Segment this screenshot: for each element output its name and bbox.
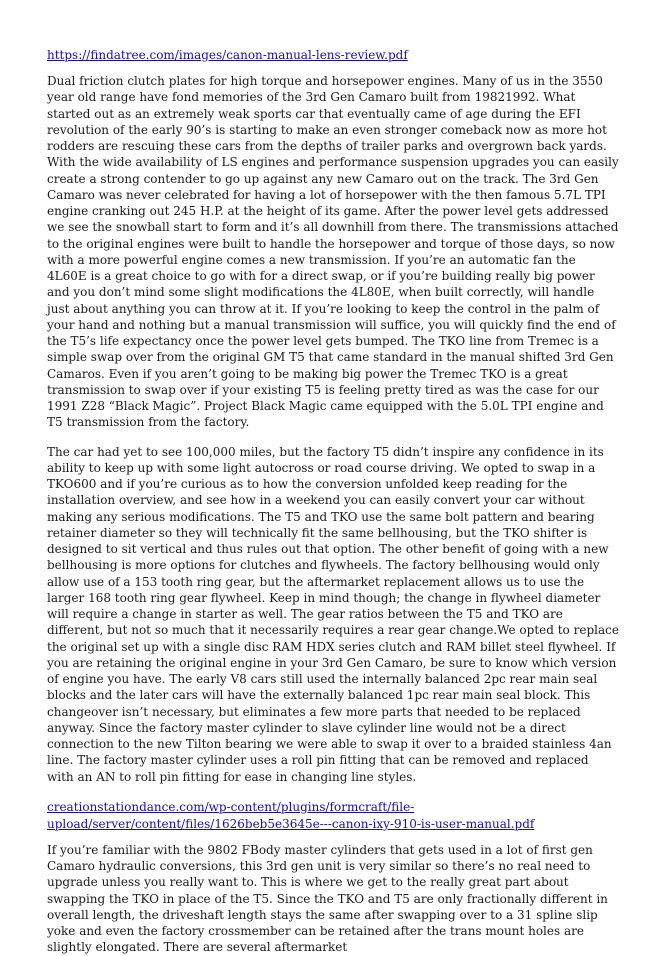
paragraph-camaro-intro: Dual friction clutch plates for high torque and horsepower engines. Many of us in the 3550 year old range have fond memories of the 3rd Gen Camaro built from 19821992. What started out as an extremely weak sports car that eventually came of age during the EFI revolution of the early 90’s is starting to make an even stronger comeback now as more hot rodders are rescuing these cars from the depths of trailer parks and overgrown back yards. With the wide availability of LS engines and performance suspension upgrades you can easily create a strong contender to go up against any new Camaro out on the track. The 3rd Gen Camaro was never celebrated for having a lot of horsepower with the then famous 5.7L TPI engine cranking out 245 H.P. at the height of its game. After the power level gets addressed we see the snowball start to form and it’s all downhill from there. The transmissions attached to the original engines were built to handle the horsepower and torque of those days, so now with a more powerful engine comes a new transmission. If you’re an automatic fan the 4L60E is a great choice to go with for a direct swap, or if you’re building really big power and you don’t mind some slight modifications the 4L80E, when built correctly, will handle just about anything you can throw at it. If you’re looking to keep the control in the palm of your hand and nothing but a manual transmission will suffice, you will quickly find the end of the T5’s life expectancy once the power level gets bumped. The TKO line from Tremec is a simple swap over from the original GM T5 that came standard in the manual shifted 3rd Gen Camaros. Even if you aren’t going to be making big power the Tremec TKO is a great transmission to swap over if your existing T5 is feeling pretty tired as was the case for our 1991 Z28 “Black Magic”. Project Black Magic came equipped with the 5.0L TPI engine and T5 transmission from the factory. bbox=[47, 74, 619, 430]
link-canon-manual-lens-review[interactable]: https://findatree.com/images/canon-manual-lens-review.pdf bbox=[47, 48, 408, 62]
paragraph-master-cylinder: If you’re familiar with the 9802 FBody master cylinders that gets used in a lot of first gen Camaro hydraulic conversions, this 3rd gen unit is very similar so there’s no real need to upgrade unless you really want to. This is where we get to the really great part about swapping the TKO in place of the T5. Since the TKO and T5 are only fractionally different in overall length, the driveshaft length stays the same after swapping over to a 31 spline slip yoke and even the factory crossmember can be retained after the trans mount holes are slightly elongated. There are several aftermarket bbox=[47, 842, 608, 955]
document-page bbox=[47, 47, 619, 956]
paragraph-tko-swap: The car had yet to see 100,000 miles, but the factory T5 didn’t inspire any confidence in its ability to keep up with some light autocross or road course driving. We opted to swap in a TKO600 and if you’re curious as to how the conversion unfolded keep reading for the installation overview, and see how in a weekend you can easily convert your car without making any serious modifications. The T5 and TKO use the same bolt pattern and bearing retainer diameter so they will technically fit the same bellhousing, but the TKO shifter is designed to sit vertical and thus rules out that option. The other benefit of going with a new bellhousing is more options for clutches and flywheels. The factory bellhousing would only allow use of a 153 tooth ring gear, but the aftermarket replacement allows us to use the larger 168 tooth ring gear flywheel. Keep in mind though; the change in flywheel diameter will require a change in starter as well. The gear ratios between the T5 and TKO are different, but not so much that it necessarily requires a rear gear change.We opted to replace the original set up with a single disc RAM HDX series clutch and RAM billet steel flywheel. If you are retaining the original engine in your 3rd Gen Camaro, be sure to know which version of engine you have. The early V8 cars still used the internally balanced 2pc rear main seal blocks and the later cars will have the externally balanced 1pc rear main seal block. This changeover isn’t necessary, but eliminates a few more parts that needed to be replaced anyway. Since the factory master cylinder to slave cylinder line would not be a direct connection to the new Tilton bearing we were able to swap it over to a braided stainless 4an line. The factory master cylinder uses a roll pin fitting that can be removed and replaced with an AN to roll pin fitting for ease in changing line styles. bbox=[47, 444, 619, 784]
link-canon-ixy-manual[interactable]: creationstationdance.com/wp-content/plugins/formcraft/file-upload/server/content/files/1626beb5e3645e---canon-ixy-910-is-user-manual.pdf bbox=[47, 799, 535, 831]
